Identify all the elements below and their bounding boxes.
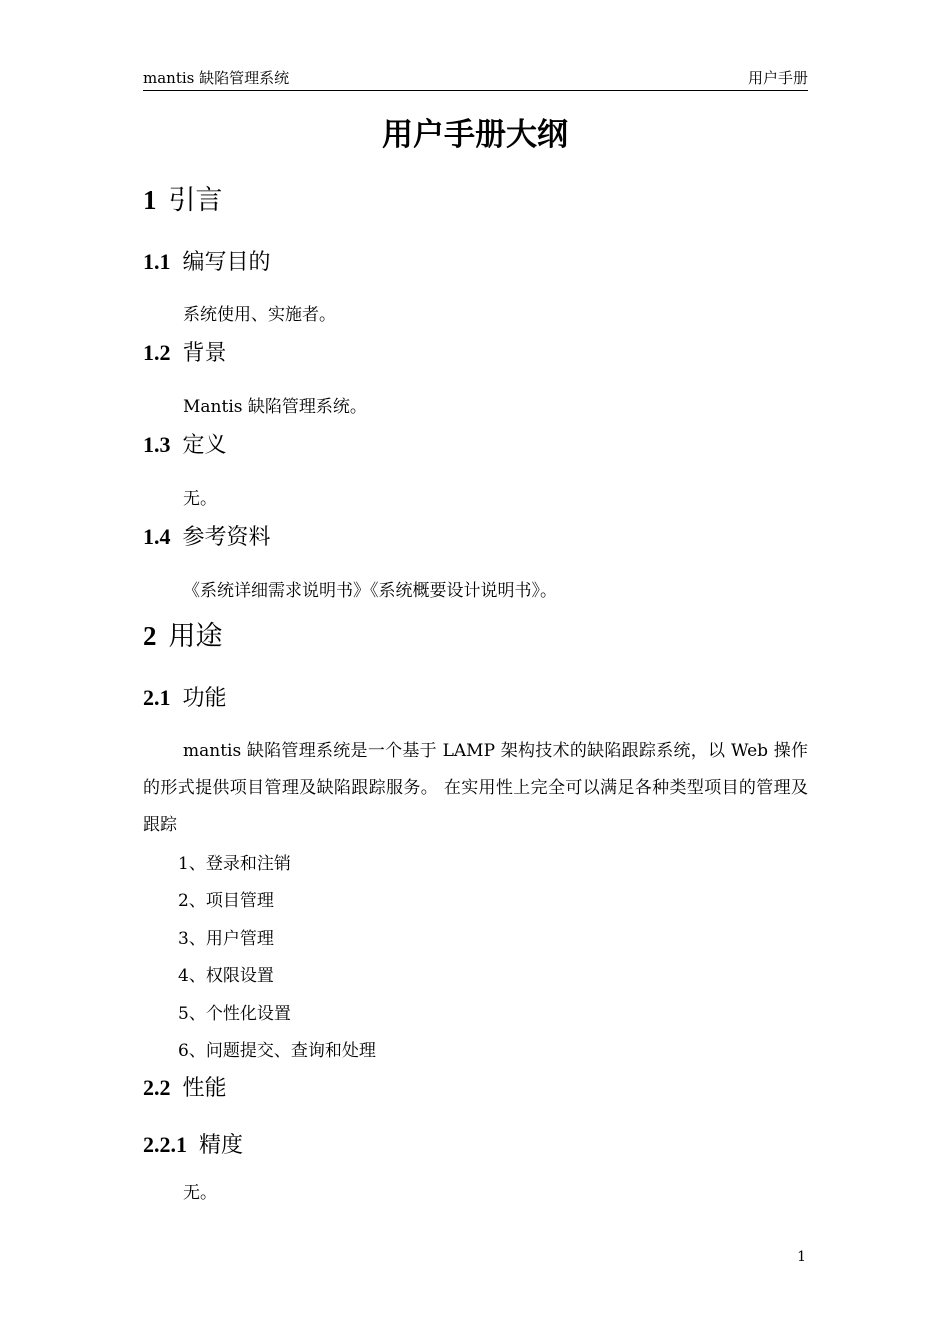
heading-text: 性能	[182, 1076, 227, 1101]
list-item: 3、用户管理	[178, 928, 274, 949]
paragraph-references: 《系统详细需求说明书》《系统概要设计说明书》。	[183, 581, 557, 601]
heading-text: 参考资料	[182, 525, 271, 550]
heading-section-1-1	[143, 247, 271, 278]
heading-text: 用途	[168, 621, 223, 652]
list-item: 1、登录和注销	[178, 854, 291, 874]
page-header	[143, 68, 808, 91]
heading-text: 引言	[168, 185, 223, 216]
heading-section-1	[143, 182, 223, 219]
heading-section-1-4	[143, 522, 271, 553]
document-title: 用户手册大纲	[382, 117, 568, 153]
heading-section-2-2	[143, 1073, 227, 1104]
heading-number: 2.2	[143, 1075, 171, 1100]
paragraph-function: mantis 缺陷管理系统是一个基于 LAMP 架构技术的缺陷跟踪系统，以 Web 操作的形式提供项目管理及缺陷跟踪服务。 在实用性上完全可以满足各种类型项目的管理及跟踪	[143, 741, 808, 835]
paragraph-precision: 无。	[183, 1183, 217, 1203]
heading-text: 定义	[182, 433, 227, 458]
paragraph-definition: 无。	[183, 489, 217, 509]
paragraph-purpose: 系统使用、实施者。	[183, 305, 336, 325]
header-left-text: mantis 缺陷管理系统	[143, 69, 290, 87]
list-item: 6、问题提交、查询和处理	[178, 1040, 376, 1061]
heading-number: 1.1	[143, 249, 171, 274]
heading-number: 2.2.1	[143, 1132, 187, 1157]
list-item: 2、项目管理	[178, 891, 274, 912]
heading-section-2-2-1	[143, 1130, 243, 1161]
heading-section-2	[143, 618, 223, 655]
heading-number: 2	[143, 621, 157, 651]
heading-text: 精度	[199, 1133, 244, 1158]
heading-text: 功能	[182, 686, 227, 711]
heading-section-1-2	[143, 338, 227, 369]
heading-number: 1.3	[143, 432, 171, 457]
heading-text: 编写目的	[182, 250, 271, 275]
list-item: 4、权限设置	[178, 966, 274, 987]
heading-text: 背景	[182, 341, 227, 366]
heading-number: 1.2	[143, 340, 171, 365]
heading-number: 1.4	[143, 524, 171, 549]
function-list	[178, 849, 376, 1073]
heading-number: 1	[143, 185, 157, 215]
page-number: 1	[797, 1249, 806, 1265]
heading-number: 2.1	[143, 685, 171, 710]
header-right-text: 用户手册	[747, 69, 808, 87]
paragraph-background: Mantis 缺陷管理系统。	[183, 397, 367, 417]
list-item: 5、个性化设置	[178, 1003, 291, 1024]
heading-section-1-3	[143, 430, 227, 461]
heading-section-2-1	[143, 683, 227, 714]
